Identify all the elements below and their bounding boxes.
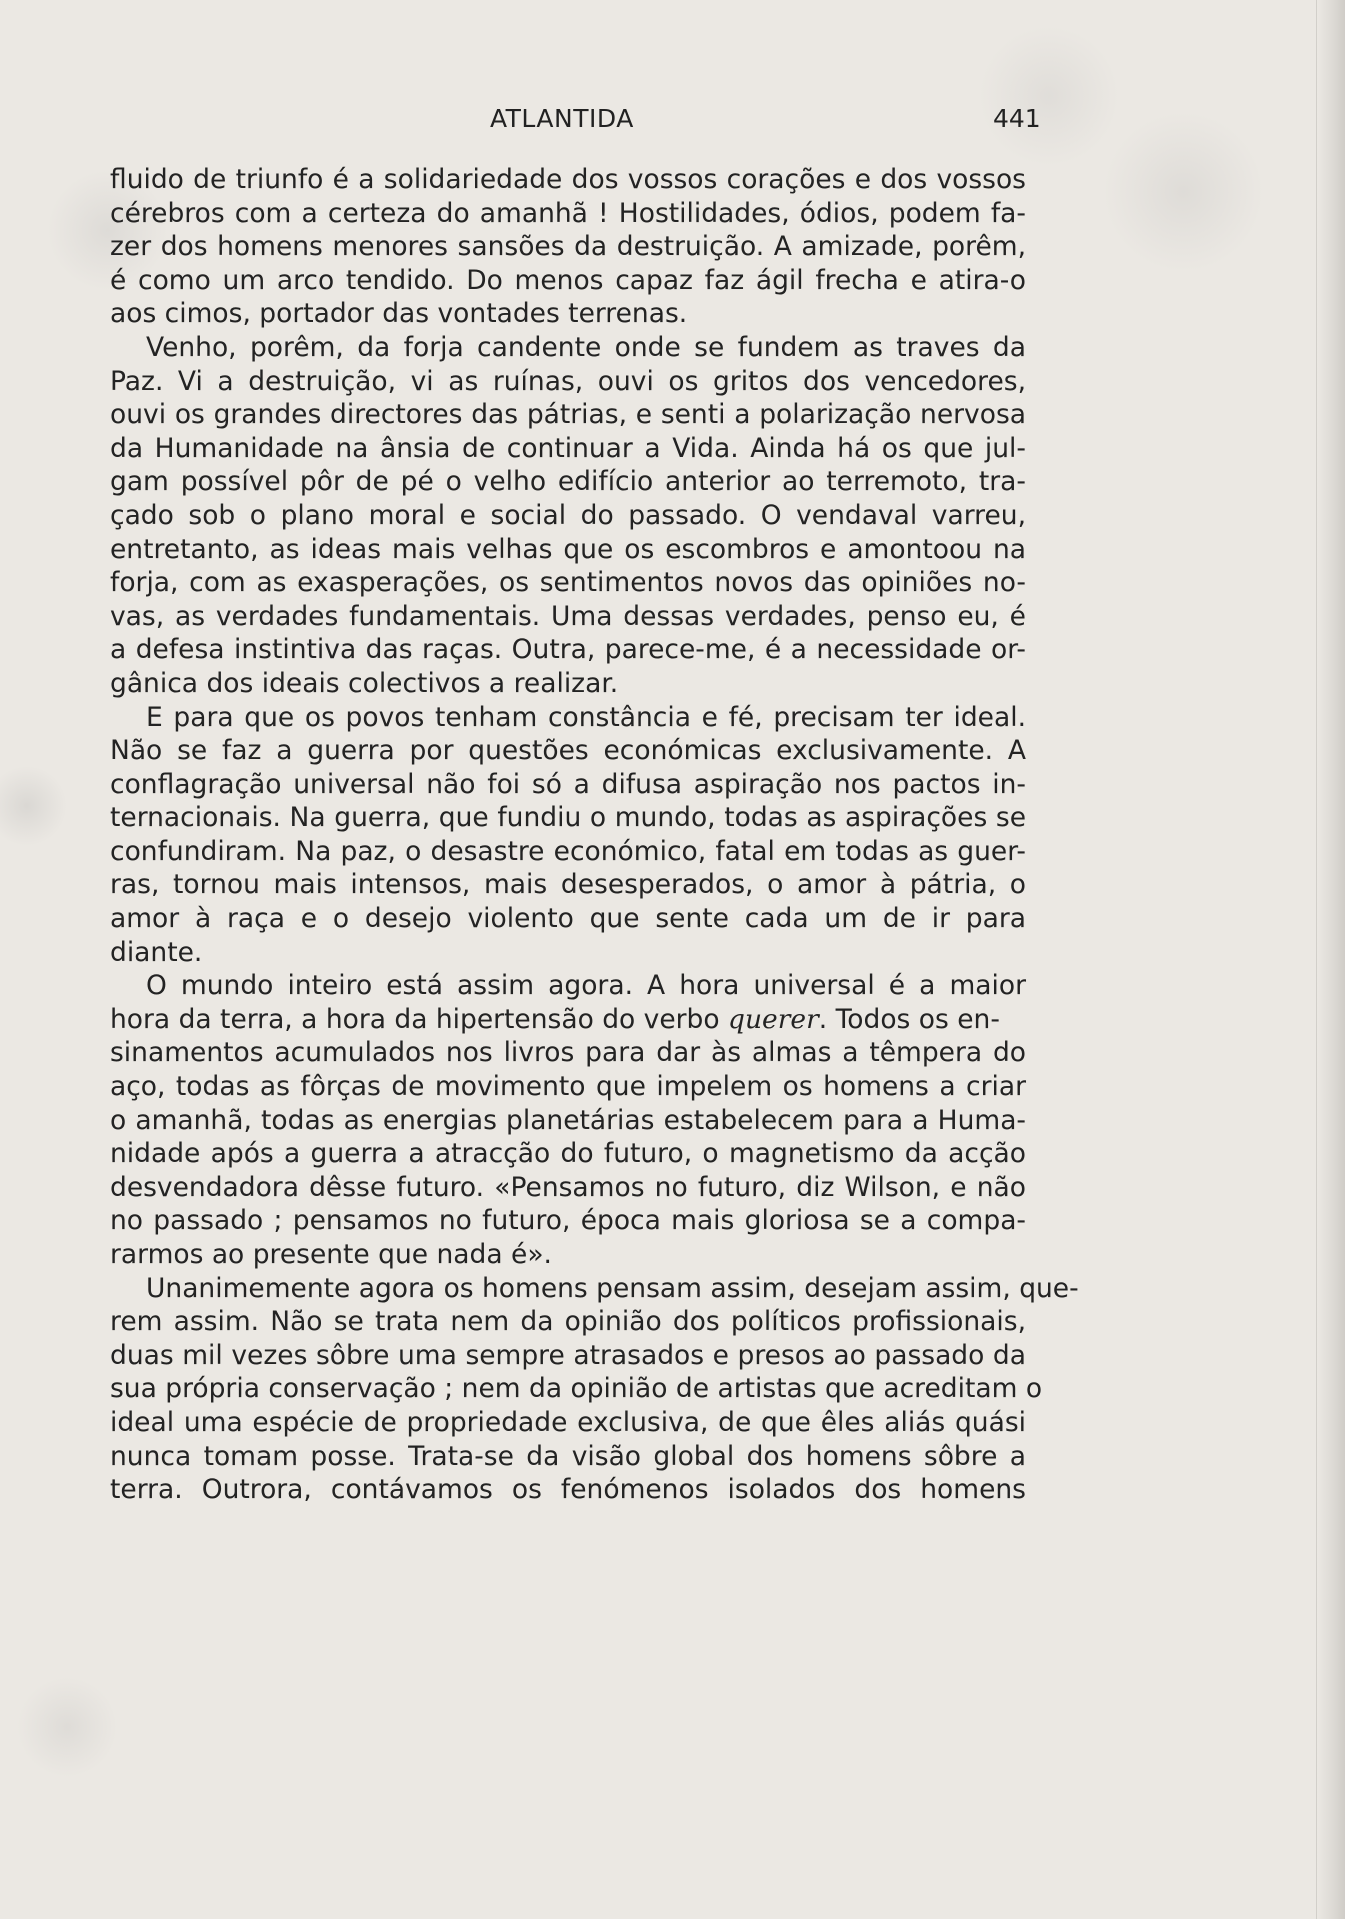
text-line: ternacionais. Na guerra, que fundiu o mundo, todas as aspirações se bbox=[110, 802, 1026, 834]
text-line: no passado ; pensamos no futuro, época mais gloriosa se a compa- bbox=[110, 1205, 1026, 1237]
text-line: fluido de triunfo é a solidariedade dos vossos corações e dos vossos bbox=[110, 164, 1026, 195]
text-line: vas, as verdades fundamentais. Uma dessas verdades, penso eu, é bbox=[110, 600, 1026, 632]
text-line: gam possível pôr de pé o velho edifício anterior ao terremoto, tra- bbox=[110, 466, 1026, 498]
text-line: O mundo inteiro está assim agora. A hora universal é a maior bbox=[146, 970, 1026, 1002]
running-title: ATLANTIDA bbox=[490, 104, 634, 133]
page-number: 441 bbox=[993, 104, 1041, 133]
text-line: sinamentos acumulados nos livros para dar às almas a têmpera do bbox=[110, 1037, 1026, 1069]
emphasized-word: querer bbox=[728, 1003, 819, 1035]
page-edge-shadow bbox=[1316, 0, 1345, 1919]
text-line: conflagração universal não foi só a difusa aspiração nos pactos in- bbox=[110, 768, 1026, 800]
text-line: é como um arco tendido. Do menos capaz faz ágil frecha e atira-o bbox=[110, 264, 1026, 296]
text-line: a defesa instintiva das raças. Outra, parece-me, é a necessidade or- bbox=[110, 634, 1026, 666]
text-line: nunca tomam posse. Trata-se da visão global dos homens sôbre a bbox=[110, 1440, 1026, 1472]
text-line: rem assim. Não se trata nem da opinião dos políticos profissionais, bbox=[110, 1306, 1026, 1338]
text-line: gânica dos ideais colectivos a realizar. bbox=[110, 667, 619, 699]
text-line: desvendadora dêsse futuro. «Pensamos no futuro, diz Wilson, e não bbox=[110, 1171, 1026, 1203]
text-line: Venho, porêm, da forja candente onde se fundem as traves da bbox=[146, 331, 1026, 363]
text-line: sua própria conservação ; nem da opinião de artistas que acreditam o bbox=[110, 1373, 1043, 1405]
text-segment: hora da terra, a hora da hipertensão do verbo bbox=[110, 1003, 720, 1035]
text-line: Não se faz a guerra por questões económicas exclusivamente. A bbox=[110, 735, 1026, 767]
text-line: amor à raça e o desejo violento que sente cada um de ir para bbox=[110, 903, 1026, 935]
text-line: o amanhã, todas as energias planetárias estabelecem para a Huma- bbox=[110, 1104, 1026, 1136]
text-line: ouvi os grandes directores das pátrias, e senti a polarização nervosa bbox=[110, 399, 1026, 431]
text-line: terra. Outrora, contávamos os fenómenos isolados dos homens bbox=[110, 1474, 1026, 1506]
text-line: aos cimos, portador das vontades terrenas. bbox=[110, 298, 688, 330]
text-line-with-emphasis bbox=[110, 1003, 1026, 1037]
text-line: nidade após a guerra a atracção do futuro, o magnetismo da acção bbox=[110, 1138, 1026, 1170]
text-line: E para que os povos tenham constância e fé, precisam ter ideal. bbox=[146, 701, 1026, 733]
text-line: çado sob o plano moral e social do passado. O vendaval varreu, bbox=[110, 499, 1026, 531]
text-line: entretanto, as ideas mais velhas que os escombros e amontoou na bbox=[110, 533, 1026, 565]
text-line: duas mil vezes sôbre uma sempre atrasados e presos ao passado da bbox=[110, 1339, 1026, 1371]
text-line: ideal uma espécie de propriedade exclusiva, de que êles aliás quási bbox=[110, 1406, 1026, 1438]
body-text bbox=[110, 163, 1079, 1507]
text-line: aço, todas as fôrças de movimento que impelem os homens a criar bbox=[110, 1071, 1026, 1103]
text-line: diante. bbox=[110, 936, 203, 968]
text-line: cérebros com a certeza do amanhã ! Hostilidades, ódios, podem fa- bbox=[110, 197, 1026, 229]
page-header bbox=[0, 100, 1345, 140]
text-segment: . Todos os en- bbox=[818, 1003, 1000, 1035]
text-line: zer dos homens menores sansões da destruição. A amizade, porêm, bbox=[110, 231, 1026, 263]
text-line: da Humanidade na ânsia de continuar a Vida. Ainda há os que jul- bbox=[110, 432, 1026, 464]
text-line: Unanimemente agora os homens pensam assim, desejam assim, que- bbox=[146, 1272, 1079, 1304]
text-line: confundiram. Na paz, o desastre económico, fatal em todas as guer- bbox=[110, 835, 1026, 867]
text-line: rarmos ao presente que nada é». bbox=[110, 1239, 552, 1270]
text-line: Paz. Vi a destruição, vi as ruínas, ouvi os gritos dos vencedores, bbox=[110, 365, 1026, 397]
text-line: ras, tornou mais intensos, mais desesperados, o amor à pátria, o bbox=[110, 869, 1026, 901]
text-line: forja, com as exasperações, os sentimentos novos das opiniões no- bbox=[110, 567, 1026, 599]
